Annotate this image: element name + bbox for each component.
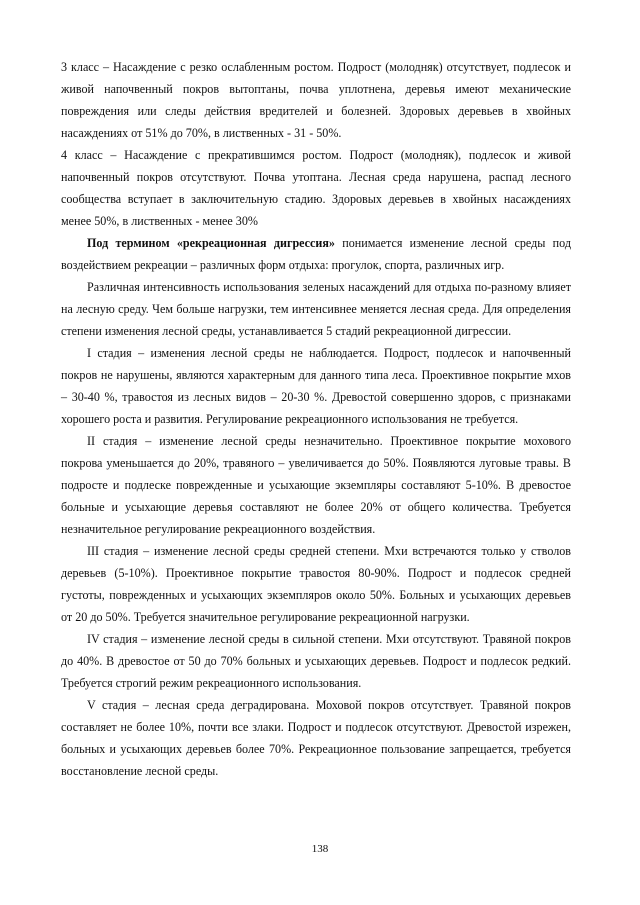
paragraph-class-3: 3 класс – Насаждение с резко ослабленным ростом. Подрост (молодняк) отсутствует, подлесок и живой напочвенный покров вытоптаны, почва уплотнена, деревья имеют механические повреждения или следы действия вредителей и болезней. Здоровых деревьев в хвойных насаждениях от 51% до 70%, в лиственных - 31 - 50%.	[61, 60, 571, 140]
document-page	[61, 56, 571, 782]
paragraph-stage-2: II стадия – изменение лесной среды незначительно. Проективное покрытие мохового покрова уменьшается до 20%, травяного – увеличивается до 50%. Появляются луговые травы. В подросте и подлеске поврежденные и усыхающие экземпляры составляют 5-10%. В древостое больные и усыхающие деревья составляют не более 20% от общего количества. Требуется незначительное регулирование рекреационного воздействия.	[61, 434, 571, 536]
paragraph-stage-4: IV стадия – изменение лесной среды в сильной степени. Мхи отсутствуют. Травяной покров до 40%. В древостое от 50 до 70% больных и усыхающих деревьев. Подрост и подлесок редкий. Требуется строгий режим рекреационного использования.	[61, 632, 571, 690]
definition-text: понимается изменение лесной среды под воздействием рекреации – различных форм отдыха: прогулок, спорта, различных игр.	[61, 236, 571, 272]
page-number: 138	[311, 843, 329, 855]
paragraph-intro: Различная интенсивность использования зеленых насаждений для отдыха по-разному влияет на лесную среду. Чем больше нагрузки, тем интенсивнее меняется лесная среда. Для определения степени изменения лесной среды, устанавливается 5 стадий рекреационной дигрессии.	[61, 280, 571, 338]
paragraph-stage-5: V стадия – лесная среда деградирована. Моховой покров отсутствует. Травяной покров составляет не более 10%, почти все злаки. Подрост и подлесок отсутствуют. Древостой изрежен, больных и усыхающих деревьев более 70%. Рекреационное пользование запрещается, требуется восстановление лесной среды.	[61, 698, 571, 778]
paragraph-class-4: 4 класс – Насаждение с прекратившимся ростом. Подрост (молодняк), подлесок и живой напочвенный покров отсутствуют. Почва утоптана. Лесная среда нарушена, распад лесного сообщества вступает в заключительную стадию. Здоровых деревьев в хвойных насаждениях менее 50%, в лиственных - менее 30%	[61, 148, 571, 228]
paragraph-stage-1: I стадия – изменения лесной среды не наблюдается. Подрост, подлесок и напочвенный покров не нарушены, являются характерным для данного типа леса. Проективное покрытие мхов – 30-40 %, травостоя из лесных видов – 20-30 %. Древостой совершенно здоров, с признаками хорошего роста и развития. Регулирование рекреационного использования не требуется.	[61, 346, 571, 426]
paragraph-stage-3: III стадия – изменение лесной среды средней степени. Мхи встречаются только у стволов деревьев (5-10%). Проективное покрытие травостоя 80-90%. Подрост и подлесок средней густоты, поврежденных и усыхающих экземпляров около 50%. Больных и усыхающих деревьев от 20 до 50%. Требуется значительное регулирование рекреационной нагрузки.	[61, 544, 571, 624]
term-recreational-digression: Под термином «рекреационная дигрессия»	[87, 236, 335, 250]
paragraph-definition	[61, 232, 571, 276]
